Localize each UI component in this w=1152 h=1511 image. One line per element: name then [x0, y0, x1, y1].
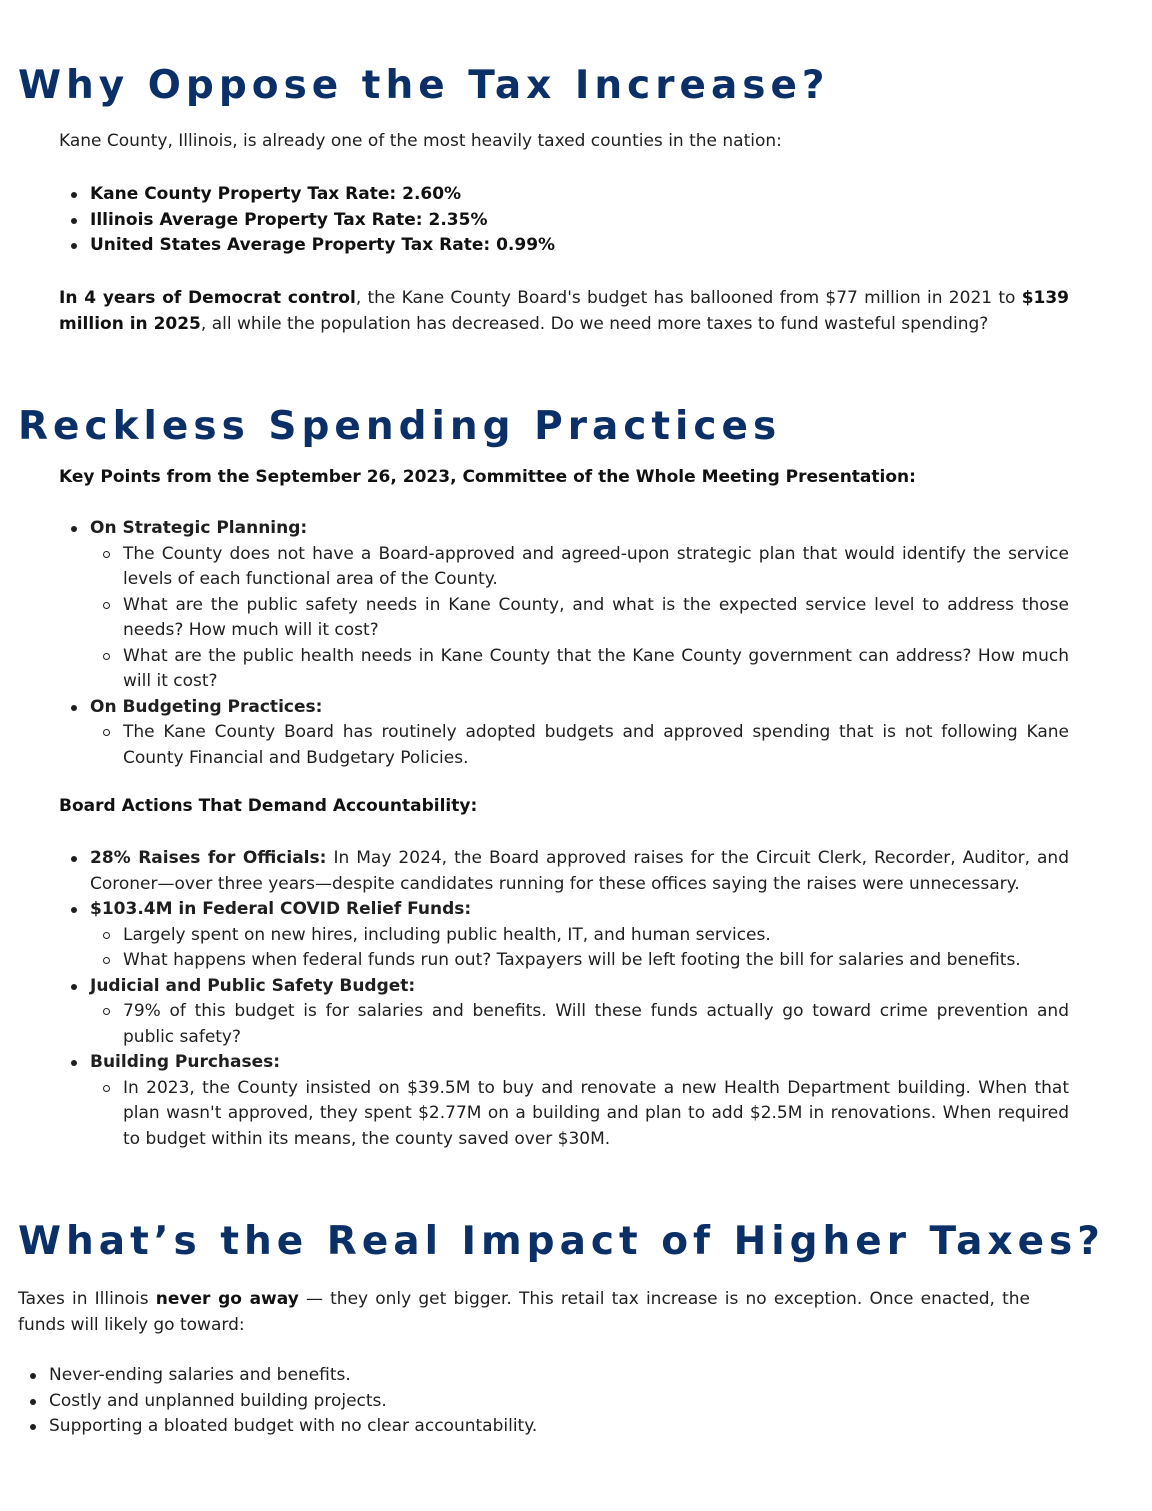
- list-item: Judicial and Public Safety Budget: 79% of this budget is for salaries and benefits. Will these funds actually go toward crime prevention and public safety?: [59, 974, 1069, 1051]
- heading-why-oppose: Why Oppose the Tax Increase?: [18, 63, 830, 108]
- heading-reckless-spending: Reckless Spending Practices: [18, 404, 782, 449]
- keypoints-list: [59, 516, 1069, 771]
- sublist-item: What are the public safety needs in Kane County, and what is the expected service level to address those needs? How much will it cost?: [90, 593, 1069, 644]
- heading-real-impact: What’s the Real Impact of Higher Taxes?: [18, 1219, 1105, 1264]
- list-item: Illinois Average Property Tax Rate: 2.35%: [59, 208, 1069, 234]
- sublist: [90, 923, 1069, 974]
- impact-list: [18, 1363, 1018, 1440]
- budget-paragraph: In 4 years of Democrat control, the Kane County Board's budget has ballooned from $77 million in 2021 to $139 million in 2025, all while the population has decreased. Do we need more taxes to fund wasteful spending?: [59, 288, 1070, 334]
- sublist-item: In 2023, the County insisted on $39.5M to buy and renovate a new Health Department building. When that plan wasn't approved, they spent $2.77M on a building and plan to add $2.5M in renovations. When required to budget within its means, the county saved over $30M.: [90, 1076, 1069, 1153]
- sublist-item: The Kane County Board has routinely adopted budgets and approved spending that is not following Kane County Financial and Budgetary Policies.: [90, 720, 1069, 771]
- sublist: [90, 999, 1069, 1050]
- sublist-item: What are the public health needs in Kane County that the Kane County government can address? How much will it cost?: [90, 644, 1069, 695]
- sublist-item: 79% of this budget is for salaries and benefits. Will these funds actually go toward crime prevention and public safety?: [90, 999, 1069, 1050]
- list-item: 28% Raises for Officials: In May 2024, the Board approved raises for the Circuit Clerk, Recorder, Auditor, and Coroner—over three years—despite candidates running for these offices saying the raises were unnecessary.: [59, 846, 1069, 897]
- list-item: Kane County Property Tax Rate: 2.60%: [59, 182, 1069, 208]
- actions-list: [59, 846, 1069, 1152]
- sublist-item: What happens when federal funds run out? Taxpayers will be left footing the bill for salaries and benefits.: [90, 948, 1069, 974]
- list-item: $103.4M in Federal COVID Relief Funds: Largely spent on new hires, including public health, IT, and human services. What happens when federal funds run out? Taxpayers will be left footing the bill for salaries and benefits.: [59, 897, 1069, 974]
- sublist: [90, 720, 1069, 771]
- actions-title: Board Actions That Demand Accountability:: [59, 796, 478, 816]
- list-item: On Budgeting Practices: The Kane County Board has routinely adopted budgets and approved spending that is not following Kane County Financial and Budgetary Policies.: [59, 695, 1069, 772]
- sublist-item: The County does not have a Board-approved and agreed-upon strategic plan that would identify the service levels of each functional area of the County.: [90, 542, 1069, 593]
- list-item: Supporting a bloated budget with no clear accountability.: [18, 1414, 1018, 1440]
- list-item: Costly and unplanned building projects.: [18, 1389, 1018, 1415]
- impact-paragraph: Taxes in Illinois never go away — they only get bigger. This retail tax increase is no exception. Once enacted, the funds will likely go toward:: [18, 1289, 1030, 1335]
- list-item: On Strategic Planning: The County does not have a Board-approved and agreed-upon strategic plan that would identify the service levels of each functional area of the County. What are the public safety needs in Kane County, and what is the expected service level to address those needs? How much will it cost? What are the public health needs in Kane County that the Kane County government can address? How much will it cost?: [59, 516, 1069, 695]
- list-item: Never-ending salaries and benefits.: [18, 1363, 1018, 1389]
- sublist: [90, 1076, 1069, 1153]
- keypoints-title: Key Points from the September 26, 2023, Committee of the Whole Meeting Presentation:: [59, 467, 916, 487]
- sublist-item: Largely spent on new hires, including public health, IT, and human services.: [90, 923, 1069, 949]
- sublist: [90, 542, 1069, 695]
- intro-text: Kane County, Illinois, is already one of the most heavily taxed counties in the nation:: [59, 131, 782, 151]
- list-item: United States Average Property Tax Rate: 0.99%: [59, 233, 1069, 259]
- tax-rate-list: [59, 182, 1069, 259]
- list-item: Building Purchases: In 2023, the County insisted on $39.5M to buy and renovate a new Health Department building. When that plan wasn't approved, they spent $2.77M on a building and plan to add $2.5M in renovations. When required to budget within its means, the county saved over $30M.: [59, 1050, 1069, 1152]
